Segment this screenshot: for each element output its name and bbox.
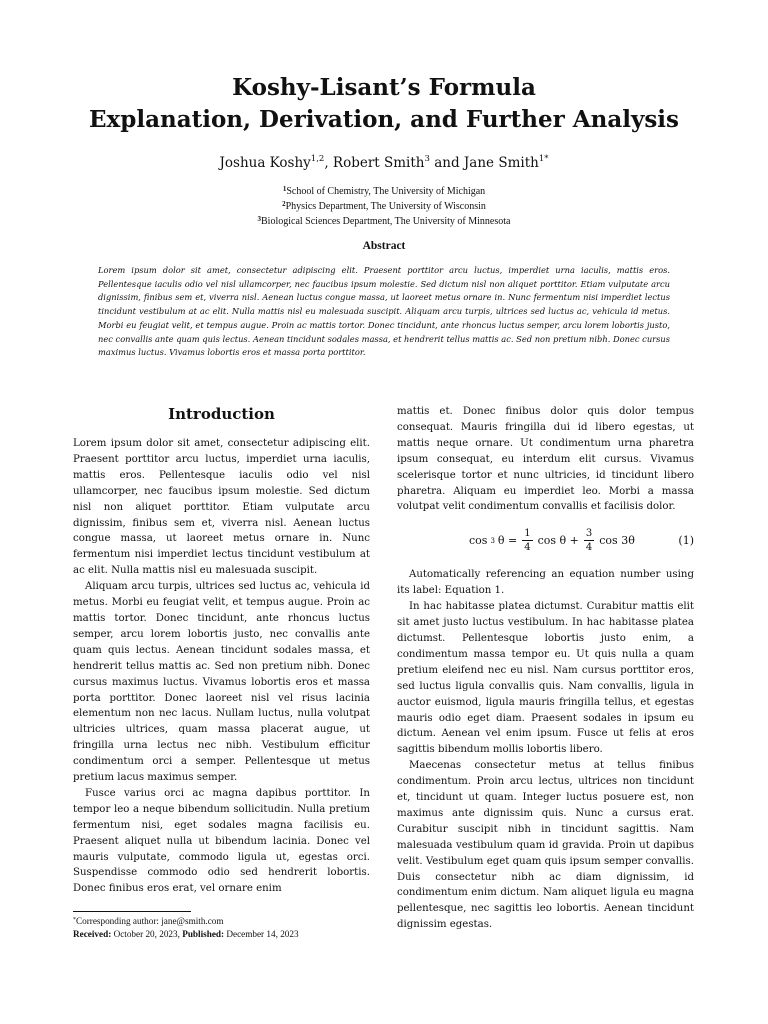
equation-lhs-exponent: 3	[490, 536, 495, 545]
equation-fraction	[522, 527, 532, 554]
publication-dates	[73, 928, 373, 941]
author-separator: and	[429, 155, 464, 171]
affiliation-list	[60, 183, 708, 229]
author-separator: ,	[324, 155, 333, 171]
corresponding-author-note	[73, 914, 373, 928]
affiliation-number: 2	[282, 200, 286, 209]
corresponding-author-text: Corresponding author: jane@smith.com	[76, 916, 224, 926]
author-name: Joshua Koshy	[219, 155, 311, 171]
fraction-numerator: 1	[524, 528, 531, 540]
author-affiliation-mark: 3	[424, 154, 430, 164]
body-paragraph: Lorem ipsum dolor sit amet, consectetur adipiscing elit. Praesent porttitor arcu luctus, imperdiet urna iaculis, mattis eros. Pellentesque iaculis odio vel nisl ullamcorper, nec faucibus ipsum molestie. Sed dictum nisl non aliquet porttitor. Etiam vulputate arcu dignissim, finibus sem et, viverra nisl. Aenean luctus congue massa, ut laoreet metus ornare in. Nunc fermentum nisi imperdiet lectus tincidunt vestibulum at ac elit. Nulla mattis nisl eu malesuada suscipit.	[73, 438, 370, 577]
body-paragraph: Automatically referencing an equation number using its label: Equation 1.	[397, 569, 694, 597]
affiliation-number: 3	[257, 215, 261, 224]
abstract-text: Lorem ipsum dolor sit amet, consectetur adipiscing elit. Praesent porttitor arcu luctus, imperdiet urna iaculis, mattis eros. Pellentesque iaculis odio vel nisl ullamcorper, nec faucibus ipsum molestie. Sed dictum nisl non aliquet porttitor. Etiam vulputate arcu dignissim, finibus sem et, viverra nisl. Aenean luctus congue massa, ut laoreet metus ornare in. Nunc fermentum nisi imperdiet lectus tincidunt vestibulum at ac elit. Nulla mattis nisl eu malesuada suscipit. Aliquam arcu turpis, ultrices sed luctus ac, vehicula id metus. Morbi eu feugiat velit, et tempus augue. Proin ac mattis tortor. Donec tincidunt, ante rhoncus luctus semper, arcu lorem lobortis justo, nec convallis ante quam quis lectus. Aenean tincidunt sodales massa, et hendrerit tellus mattis ac. Sed non pretium nibh. Donec cursus maximus luctus. Vivamus lobortis eros et massa porta porttitor.	[98, 265, 670, 358]
affiliation	[60, 198, 708, 213]
fraction-denominator: 4	[524, 542, 531, 554]
fraction-denominator: 4	[585, 542, 593, 554]
author-list	[60, 150, 708, 172]
body-paragraph-continued: mattis et. Donec finibus dolor quis dolor tempus consequat. Mauris fringilla dui id libero egestas, ut mattis neque ornare. Ut condimentum urna pharetra ipsum consequat, eu interdum elit cursus. Vivamus scelerisque tortor et nunc ultricies, id tincidunt libero pharetra. Aliquam eu imperdiet leo. Morbi a massa volutpat velit condimentum convallis et facilisis dolor.	[397, 406, 694, 513]
footnote-divider	[73, 911, 191, 912]
received-label: Received:	[73, 929, 112, 939]
equation-body	[469, 527, 635, 554]
left-column	[73, 404, 370, 897]
right-column	[397, 404, 694, 933]
published-label: Published:	[182, 929, 225, 939]
equation-lhs-variable: θ =	[497, 534, 518, 548]
affiliation-text: School of Chemistry, The University of Michigan	[286, 186, 486, 197]
body-paragraph: Fusce varius orci ac magna dapibus porttitor. In tempor leo a neque bibendum sollicitudin. Nulla pretium fermentum nisi, eget sodales magna facilisis eu. Praesent aliquet nulla ut bibendum lacinia. Donec vel mauris vulputate, commodo ligula ut, egestas orci. Suspendisse commodo odio sed hendrerit lobortis. Donec finibus eros erat, vel ornare enim	[73, 787, 370, 895]
fraction-numerator: 3	[585, 528, 593, 540]
body-paragraph: Maecenas consectetur metus at tellus finibus condimentum. Proin arcu lectus, ultrices non tincidunt et, tincidunt ut quam. Integer luctus posuere est, non maximus ante dignissim quis. Nunc a cursus erat. Curabitur suscipit nibh in tincidunt sagittis. Nam malesuada vestibulum quam id gravida. Proin ut dapibus velit. Vestibulum eget quam quis ipsum semper convallis. Duis consectetur nibh ac diam dignissim, id condimentum enim dictum. Nam aliquet ligula eu magna pellentesque, nec sagittis leo lobortis. Aenean tincidunt dignissim egestas.	[397, 760, 694, 931]
footnote-mark: *	[73, 917, 76, 923]
abstract-heading: Abstract	[362, 240, 406, 252]
equation-fraction	[584, 527, 594, 554]
affiliation-number: 1	[282, 185, 287, 193]
equation-number: (1)	[678, 534, 694, 548]
paper-title	[60, 72, 708, 136]
equation-1	[397, 523, 694, 561]
affiliation-text: Biological Sciences Department, The University of Minnesota	[261, 216, 511, 228]
published-date: December 14, 2023	[226, 929, 299, 939]
equation-term: cos θ +	[537, 534, 579, 548]
equation-lhs-function: cos	[469, 534, 488, 548]
author-name: Jane Smith	[463, 155, 539, 171]
body-paragraph: In hac habitasse platea dictumst. Curabitur mattis elit sit amet justo luctus vestibulum. In hac habitasse platea dictumst. Pellentesque lobortis justo enim, a condimentum massa tempor eu. Ut quis nulla a quam pretium eleifend nec eu nisl. Nam cursus porttitor eros, sed luctus ligula convallis quis. Nam convallis, ligula in auctor euismod, ligula mauris fringilla tellus, et egestas mauris odio eget diam. Praesent sodales in ipsum eu dictum. Aenean vel enim ipsum. Fusce ut felis at eros sagittis bibendum mollis lobortis libero.	[397, 601, 694, 756]
author-name: Robert Smith	[332, 155, 425, 171]
affiliation	[60, 213, 708, 228]
equation-term: cos 3θ	[599, 534, 635, 548]
received-date: October 20, 2023,	[113, 929, 180, 939]
footnotes	[73, 914, 373, 941]
affiliation	[60, 183, 708, 198]
author-affiliation-mark: 1,2	[310, 154, 325, 164]
affiliation-text: Physics Department, The University of Wisconsin	[285, 201, 486, 213]
section-heading-introduction: Introduction	[168, 405, 275, 423]
title-line-2: Explanation, Derivation, and Further Analysis	[89, 106, 679, 133]
body-paragraph: Aliquam arcu turpis, ultrices sed luctus ac, vehicula id metus. Morbi eu feugiat velit, et tempus augue. Proin ac mattis tortor. Donec tincidunt, ante rhoncus luctus semper, arcu lorem lobortis justo, nec convallis ante quam quis lectus. Aenean tincidunt sodales massa, et hendrerit tellus mattis ac. Sed non pretium nibh. Donec cursus maximus luctus. Vivamus lobortis eros et massa porta porttitor. Donec laoreet nisl vel risus lacinia elementum non nec lacus. Nullam luctus, nulla volutpat ultricies ultrices, quam massa placerat augue, ut fringilla urna lectus nec nibh. Vestibulum efficitur condimentum orci a semper. Pellentesque ut metus pretium lacus maximus semper.	[73, 581, 370, 784]
title-line-1: Koshy-Lisant’s Formula	[232, 74, 536, 101]
author-affiliation-mark: 1*	[538, 154, 549, 164]
